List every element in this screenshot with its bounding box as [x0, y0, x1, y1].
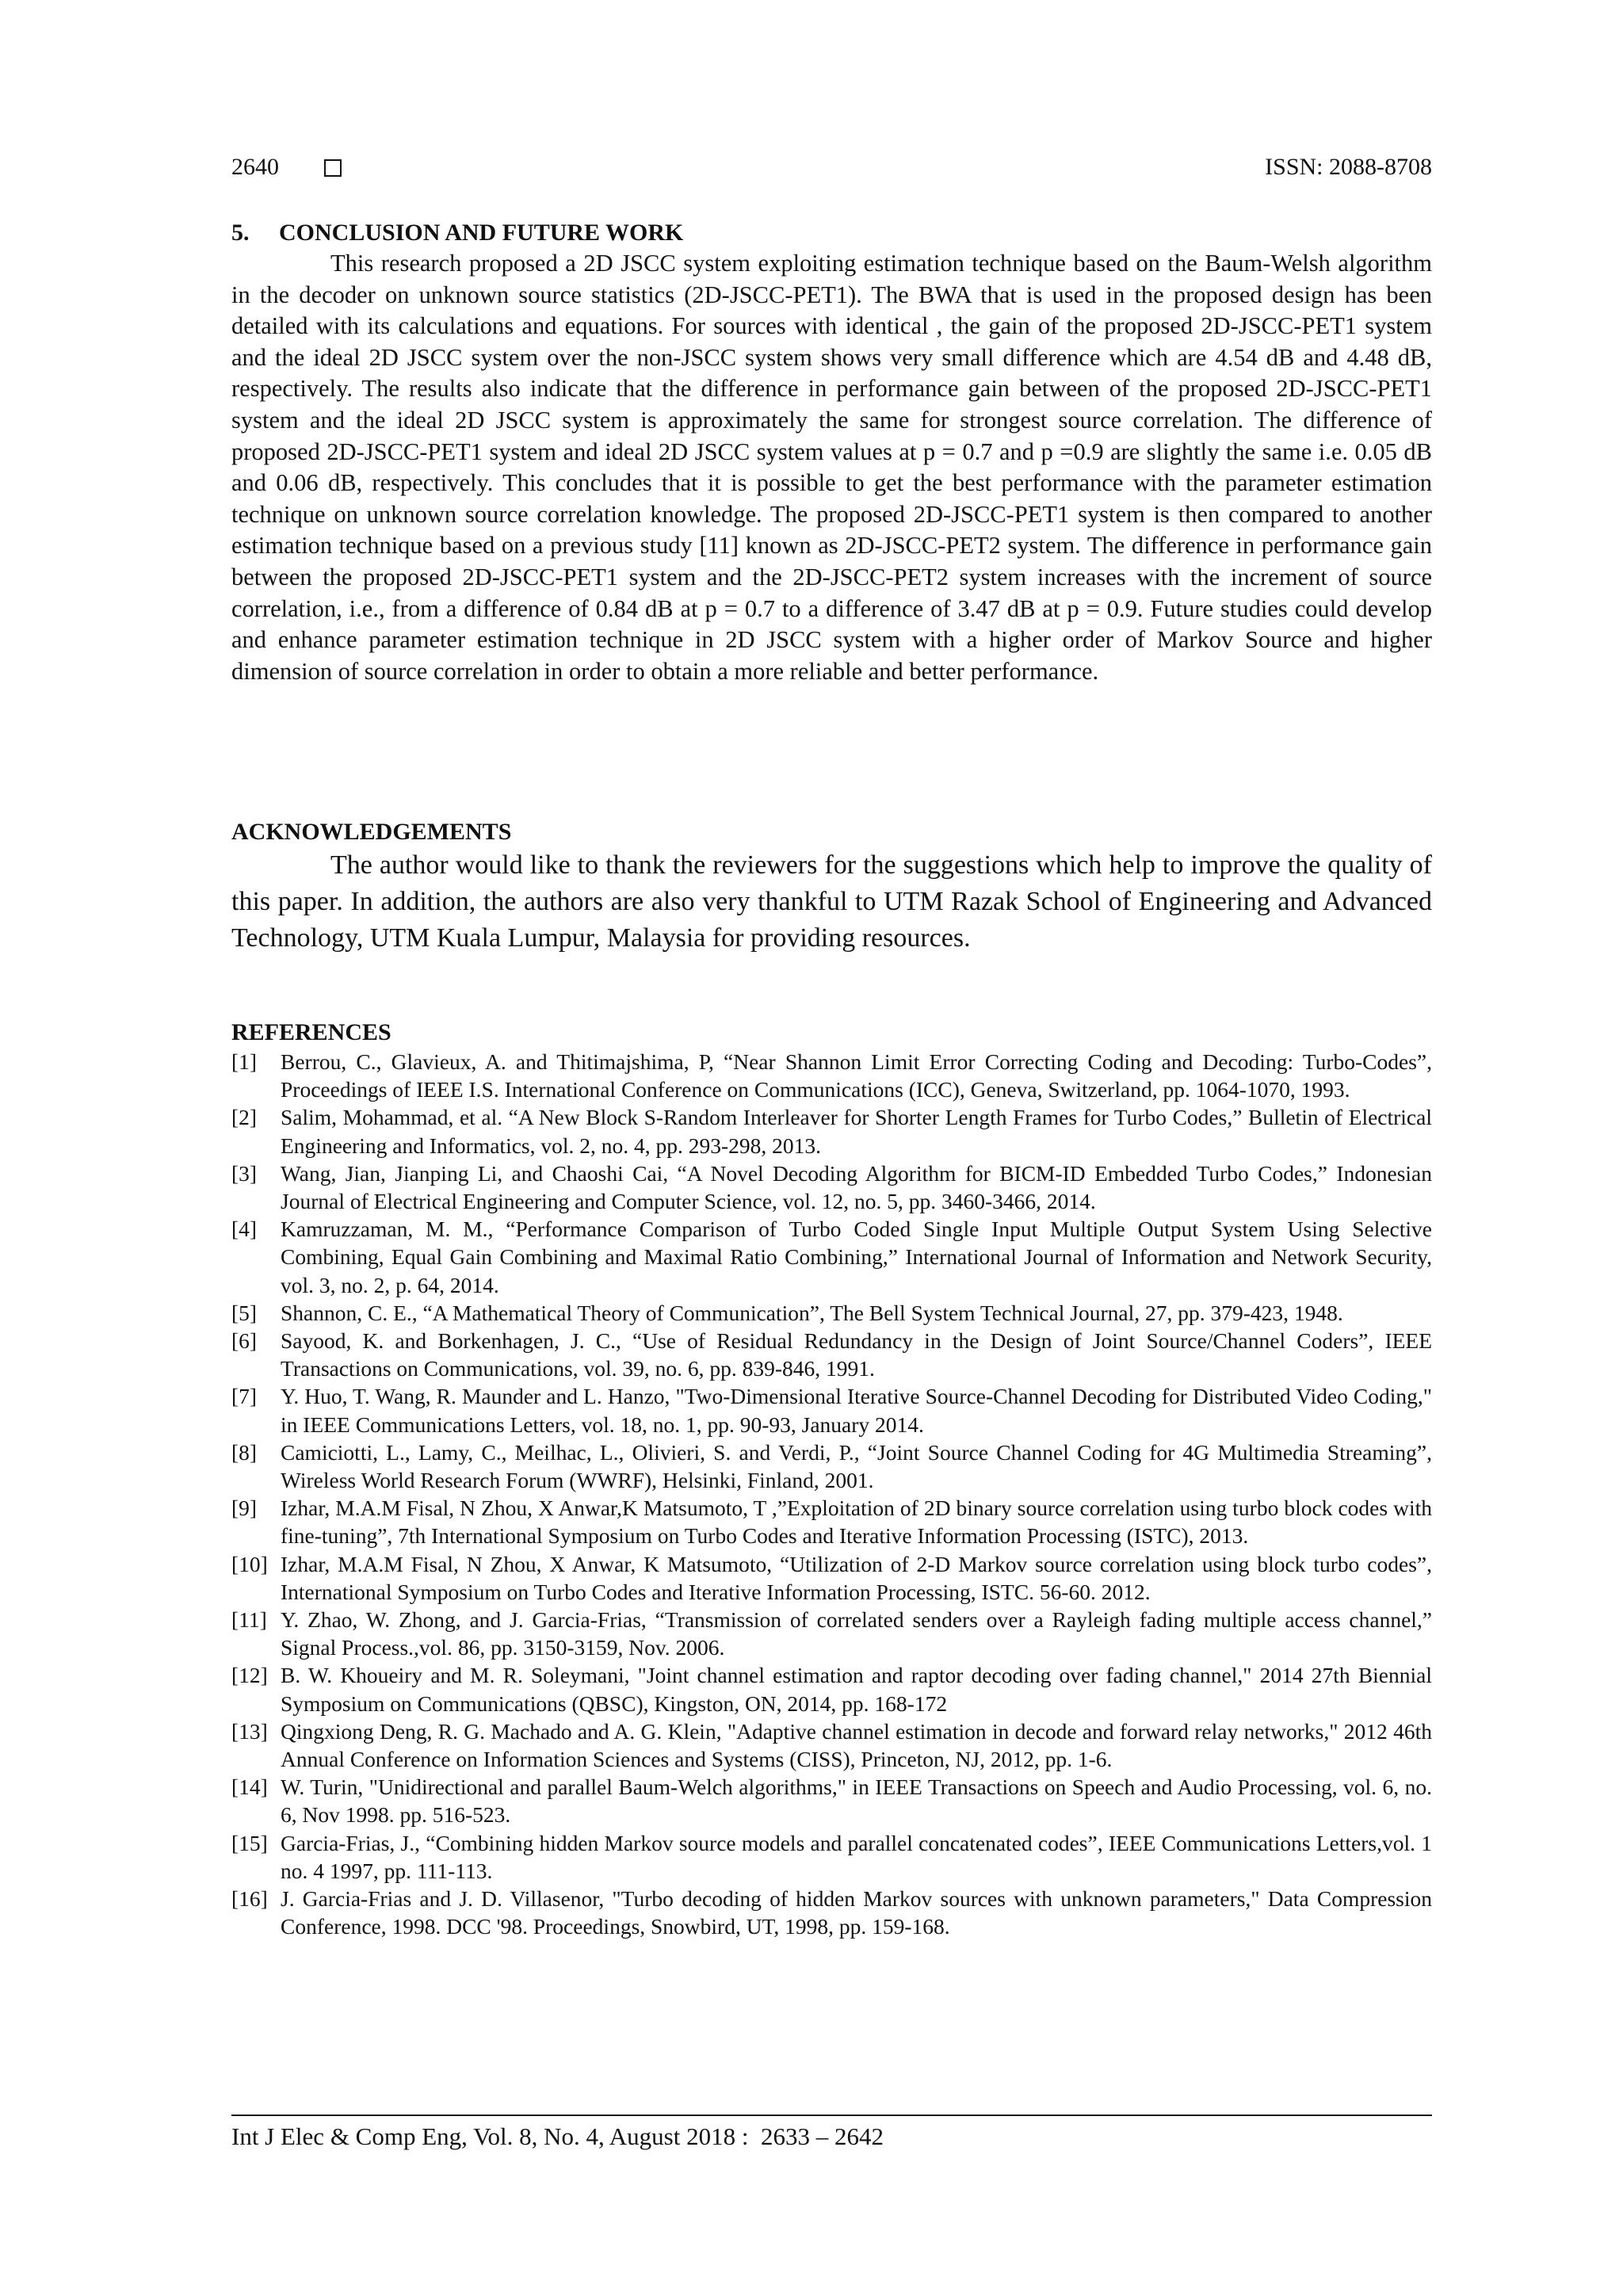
reference-item	[231, 1438, 1432, 1494]
reference-item	[231, 1048, 1432, 1103]
reference-item	[231, 1103, 1432, 1159]
reference-number: [7]	[231, 1384, 258, 1409]
reference-text: Sayood, K. and Borkenhagen, J. C., “Use of Residual Redundancy in the Design of Joint Source/Channel Coders”, IEEE Transactions on Communications, vol. 39, no. 6, pp. 839-846, 1991.	[281, 1328, 1432, 1381]
reference-item	[231, 1494, 1432, 1549]
reference-number: [11]	[231, 1607, 267, 1633]
reference-number: [2]	[231, 1105, 258, 1130]
reference-number: [6]	[231, 1328, 258, 1354]
reference-text: Salim, Mohammad, et al. “A New Block S-Random Interleaver for Shorter Length Frames for Turbo Codes,” Bulletin of Electrical Engineering and Informatics, vol. 2, no. 4, pp. 293-298, 2013.	[281, 1105, 1432, 1158]
acknowledgements-heading: ACKNOWLEDGEMENTS	[231, 819, 512, 845]
running-header	[231, 154, 1432, 189]
acknowledgements-paragraph: The author would like to thank the reviewers for the suggestions which help to improve the quality of this paper. In addition, the authors are also very thankful to UTM Razak School of Engineering and Advanced Technology, UTM Kuala Lumpur, Malaysia for providing resources.	[231, 850, 1432, 953]
square-bullet-icon	[324, 159, 342, 177]
reference-item	[231, 1606, 1432, 1661]
reference-number: [4]	[231, 1217, 258, 1242]
reference-text: J. Garcia-Frias and J. D. Villasenor, "Turbo decoding of hidden Markov sources with unknown parameters," Data Compression Conference, 1998. DCC '98. Proceedings, Snowbird, UT, 1998, pp. 159-168.	[281, 1886, 1432, 1939]
reference-text: Garcia-Frias, J., “Combining hidden Markov source models and parallel concatenated codes”, IEEE Communications Letters,vol. 1 no. 4 1997, pp. 111-113.	[281, 1830, 1432, 1883]
reference-text: Kamruzzaman, M. M., “Performance Comparison of Turbo Coded Single Input Multiple Output System Using Selective Combining, Equal Gain Combining and Maximal Ratio Combining,” International Journal of Information and Network Security, vol. 3, no. 2, p. 64, 2014.	[281, 1217, 1432, 1297]
reference-number: [3]	[231, 1160, 258, 1186]
reference-number: [15]	[231, 1830, 268, 1855]
reference-text: Camiciotti, L., Lamy, C., Meilhac, L., Olivieri, S. and Verdi, P., “Joint Source Channel Coding for 4G Multimedia Streaming”, Wireless World Research Forum (WWRF), Helsinki, Finland, 2001.	[281, 1439, 1432, 1493]
references-section	[231, 1018, 1432, 1941]
reference-item	[231, 1717, 1432, 1773]
reference-text: B. W. Khoueiry and M. R. Soleymani, "Joint channel estimation and raptor decoding over fading channel," 2014 27th Biennial Symposium on Communications (QBSC), Kingston, ON, 2014, pp. 168-172	[281, 1663, 1432, 1716]
reference-item	[231, 1885, 1432, 1940]
reference-number: [9]	[231, 1496, 258, 1521]
reference-number: [16]	[231, 1886, 268, 1912]
reference-item	[231, 1382, 1432, 1438]
reference-number: [13]	[231, 1718, 268, 1744]
footer-citation: Int J Elec & Comp Eng, Vol. 8, No. 4, August 2018 : 2633 – 2642	[231, 2122, 884, 2150]
reference-item	[231, 1327, 1432, 1382]
reference-number: [5]	[231, 1300, 258, 1325]
reference-number: [1]	[231, 1049, 258, 1074]
reference-list	[231, 1048, 1432, 1941]
reference-number: [12]	[231, 1663, 268, 1688]
reference-text: Y. Huo, T. Wang, R. Maunder and L. Hanzo, "Two-Dimensional Iterative Source-Channel Decoding for Distributed Video Coding," in IEEE Communications Letters, vol. 18, no. 1, pp. 90-93, January 2014.	[281, 1384, 1432, 1437]
reference-item	[231, 1661, 1432, 1717]
acknowledgements-section	[231, 817, 1432, 957]
page-number: 2640	[231, 154, 279, 180]
reference-text: Izhar, M.A.M Fisal, N Zhou, X Anwar,K Matsumoto, T ,”Exploitation of 2D binary source correlation using turbo block codes with fine-tuning”, 7th International Symposium on Turbo Codes and Iterative Information Processing (ISTC), 2013.	[281, 1496, 1432, 1549]
reference-text: Qingxiong Deng, R. G. Machado and A. G. Klein, "Adaptive channel estimation in decode and forward relay networks," 2012 46th Annual Conference on Information Sciences and Systems (CISS), Princeton, NJ, 2012, pp. 1-6.	[281, 1718, 1432, 1772]
references-heading: REFERENCES	[231, 1019, 391, 1045]
conclusion-section	[231, 218, 1432, 687]
reference-item	[231, 1215, 1432, 1299]
reference-number: [14]	[231, 1775, 268, 1800]
running-footer	[231, 2115, 1432, 2151]
reference-number: [8]	[231, 1439, 258, 1465]
reference-item	[231, 1773, 1432, 1828]
reference-text: W. Turin, "Unidirectional and parallel Baum-Welch algorithms," in IEEE Transactions on Speech and Audio Processing, vol. 6, no. 6, Nov 1998. pp. 516-523.	[281, 1775, 1432, 1828]
reference-item	[231, 1299, 1432, 1327]
reference-item	[231, 1829, 1432, 1885]
conclusion-heading: 5. CONCLUSION AND FUTURE WORK	[231, 220, 684, 246]
reference-text: Izhar, M.A.M Fisal, N Zhou, X Anwar, K Matsumoto, “Utilization of 2-D Markov source correlation using block turbo codes”, International Symposium on Turbo Codes and Iterative Information Processing, ISTC. 56-60. 2012.	[281, 1551, 1432, 1604]
reference-text: Shannon, C. E., “A Mathematical Theory of Communication”, The Bell System Technical Journal, 27, pp. 379-423, 1948.	[281, 1300, 1343, 1325]
reference-text: Y. Zhao, W. Zhong, and J. Garcia-Frias, “Transmission of correlated senders over a Rayleigh fading multiple access channel,” Signal Process.,vol. 86, pp. 3150-3159, Nov. 2006.	[281, 1607, 1432, 1660]
reference-text: Wang, Jian, Jianping Li, and Chaoshi Cai, “A Novel Decoding Algorithm for BICM-ID Embedded Turbo Codes,” Indonesian Journal of Electrical Engineering and Computer Science, vol. 12, no. 5, pp. 3460-3466, 2014.	[281, 1160, 1432, 1214]
reference-number: [10]	[231, 1551, 268, 1576]
reference-text: Berrou, C., Glavieux, A. and Thitimajshima, P, “Near Shannon Limit Error Correcting Coding and Decoding: Turbo-Codes”, Proceedings of IEEE I.S. International Conference on Communications (ICC), Geneva, Switzerland, pp. 1064-1070, 1993.	[281, 1049, 1432, 1102]
reference-item	[231, 1550, 1432, 1606]
reference-item	[231, 1159, 1432, 1215]
issn-label: ISSN: 2088-8708	[1265, 154, 1432, 180]
conclusion-paragraph: This research proposed a 2D JSCC system exploiting estimation technique based on the Baum-Welsh algorithm in the decoder on unknown source statistics (2D-JSCC-PET1). The BWA that is used in the proposed design has been detailed with its calculations and equations. For sources with identical , the gain of the proposed 2D-JSCC-PET1 system and the ideal 2D JSCC system over the non-JSCC system shows very small difference which are 4.54 dB and 4.48 dB, respectively. The results also indicate that the difference in performance gain between of the proposed 2D-JSCC-PET1 system and the ideal 2D JSCC system is approximately the same for strongest source correlation. The difference of proposed 2D-JSCC-PET1 system and ideal 2D JSCC system values at p = 0.7 and p =0.9 are slightly the same i.e. 0.05 dB and 0.06 dB, respectively. This concludes that it is possible to get the best performance with the parameter estimation technique on unknown source correlation knowledge. The proposed 2D-JSCC-PET1 system is then compared to another estimation technique based on a previous study [11] known as 2D-JSCC-PET2 system. The difference in performance gain between the proposed 2D-JSCC-PET1 system and the 2D-JSCC-PET2 system increases with the increment of source correlation, i.e., from a difference of 0.84 dB at p = 0.7 to a difference of 3.47 dB at p = 0.9. Future studies could develop and enhance parameter estimation technique in 2D JSCC system with a higher order of Markov Source and higher dimension of source correlation in order to obtain a more reliable and better performance.	[231, 250, 1432, 685]
